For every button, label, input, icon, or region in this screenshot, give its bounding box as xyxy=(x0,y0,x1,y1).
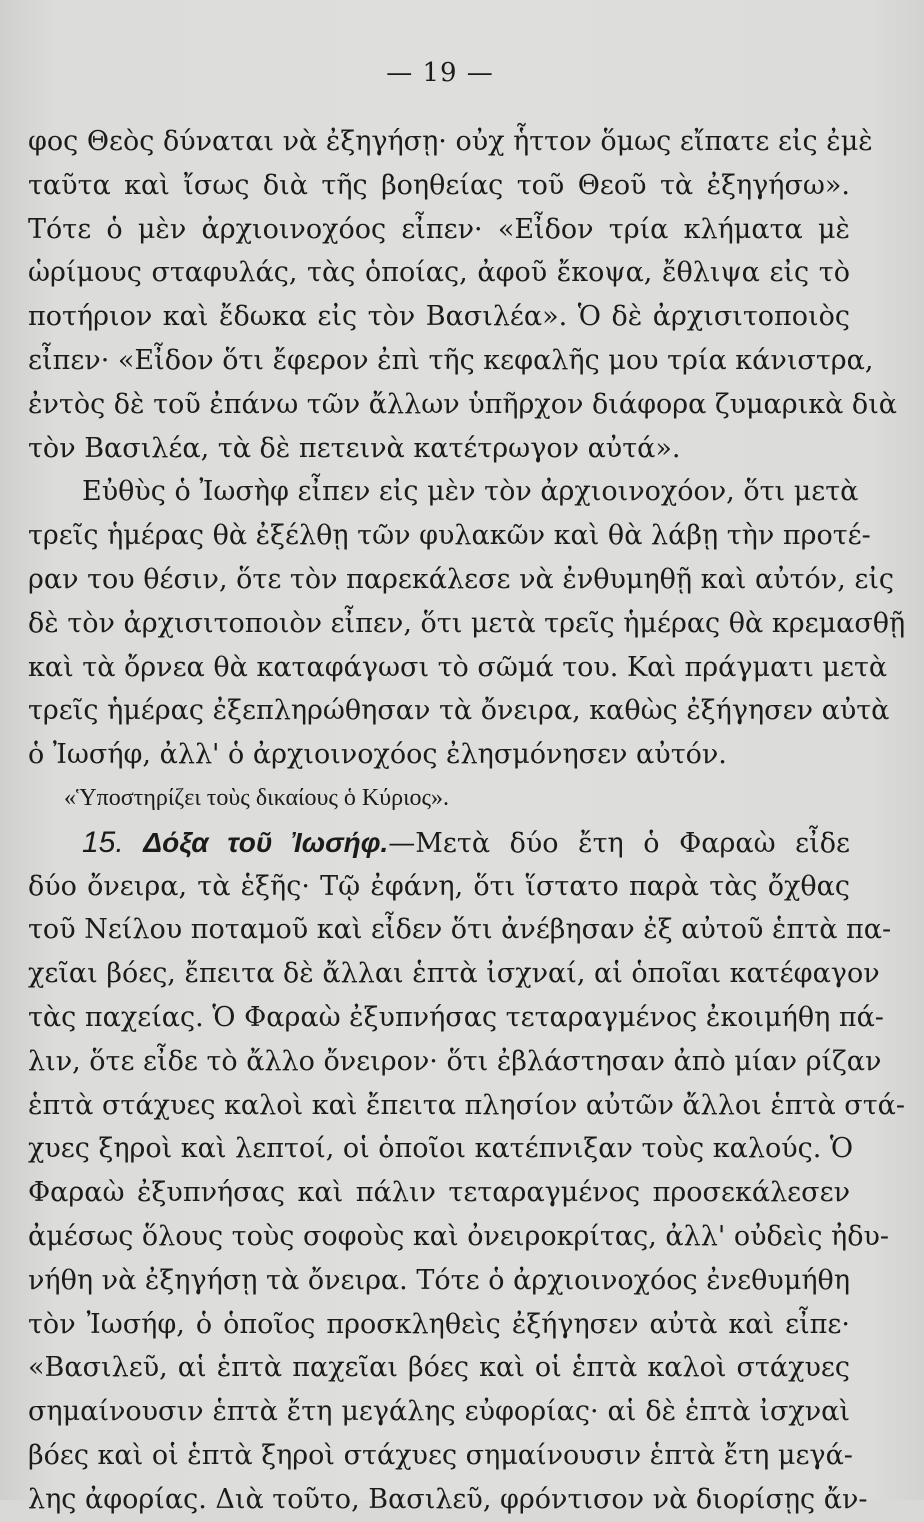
text-line: ἑπτὰ στάχυες καλοὶ καὶ ἔπειτα πλησίον αὐτῶν ἄλλοι ἑπτὰ στά- xyxy=(28,1089,906,1121)
text-line: χυες ξηροὶ καὶ λεπτοί, οἱ ὁποῖοι κατέπνιξαν τοὺς καλούς. Ὁ xyxy=(28,1133,854,1165)
text-line: «Βασιλεῦ, αἱ ἑπτὰ παχεῖαι βόες καὶ οἱ ἑπτὰ καλοὶ στάχυες xyxy=(28,1352,850,1384)
text-line: ὡρίμους σταφυλάς, τὰς ὁποίας, ἀφοῦ ἔκοψα, ἔθλιψα εἰς τὸ xyxy=(28,257,850,289)
text-line: χεῖαι βόες, ἔπειτα δὲ ἄλλαι ἑπτὰ ἰσχναί, αἱ ὁποῖαι κατέφαγον xyxy=(28,958,880,990)
text-line: ταῦτα καὶ ἴσως διὰ τῆς βοηθείας τοῦ Θεοῦ τὰ ἐξηγήσω». xyxy=(28,169,850,201)
text-line: λιν, ὅτε εἶδε τὸ ἄλλο ὄνειρον· ὅτι ἐβλάστησαν ἀπὸ μίαν ρίζαν xyxy=(28,1045,882,1077)
text-line: Εὐθὺς ὁ Ἰωσὴφ εἶπεν εἰς μὲν τὸν ἀρχιοινοχόον, ὅτι μετὰ xyxy=(82,476,859,508)
text-line: δύο ὄνειρα, τὰ ἑξῆς· Τῷ ἐφάνη, ὅτι ἵστατο παρὰ τὰς ὄχθας xyxy=(28,870,850,902)
text-line: τοῦ Νείλου ποταμοῦ καὶ εἶδεν ὅτι ἀνέβησαν ἐξ αὐτοῦ ἑπτὰ πα- xyxy=(28,914,892,946)
text-line: νήθη νὰ ἐξηγήσῃ τὰ ὄνειρα. Τότε ὁ ἀρχιοινοχόος ἐνεθυμήθη xyxy=(28,1264,850,1296)
text-line: τὰς παχείας. Ὁ Φαραὼ ἐξυπνήσας τεταραγμένος ἐκοιμήθη πά- xyxy=(28,1001,884,1033)
page-number-header: — 19 — xyxy=(386,58,494,88)
text-line: τρεῖς ἡμέρας ἐξεπληρώθησαν τὰ ὄνειρα, καθὼς ἐξήγησεν αὐτὰ xyxy=(28,695,890,727)
text-line: σημαίνουσιν ἑπτὰ ἔτη μεγάλης εὐφορίας· αἱ δὲ ἑπτὰ ἰσχναὶ xyxy=(28,1396,850,1428)
section-number: 15. xyxy=(82,825,124,859)
text-line: Φαραὼ ἐξυπνήσας καὶ πάλιν τεταραγμένος προσεκάλεσεν xyxy=(28,1177,850,1209)
text-line: ποτήριον καὶ ἔδωκα εἰς τὸν Βασιλέα». Ὁ δὲ ἀρχισιτοποιὸς xyxy=(28,301,850,333)
proverb-line: «Ὑποστηρίζει τοὺς δικαίους ὁ Κύριος». xyxy=(64,784,450,811)
text-line: ἀμέσως ὅλους τοὺς σοφοὺς καὶ ὀνειροκρίτας, ἀλλ' οὐδεὶς ἠδυ- xyxy=(28,1220,890,1252)
section-heading-line xyxy=(28,821,850,865)
text-line: δὲ τὸν ἀρχισιτοποιὸν εἶπεν, ὅτι μετὰ τρεῖς ἡμέρας θὰ κρεμασθῇ xyxy=(28,607,906,639)
text-line: ἐντὸς δὲ τοῦ ἐπάνω τῶν ἄλλων ὑπῆρχον διάφορα ζυμαρικὰ διὰ xyxy=(28,388,898,420)
text-line: τρεῖς ἡμέρας θὰ ἐξέλθῃ τῶν φυλακῶν καὶ θὰ λάβῃ τὴν προτέ- xyxy=(28,520,871,552)
section-opening-text: —Μετὰ δύο ἔτη ὁ Φαραὼ εἶδε xyxy=(388,827,850,859)
text-line: βόες καὶ οἱ ἑπτὰ ξηροὶ στάχυες σημαίνουσιν ἑπτὰ ἔτη μεγά- xyxy=(28,1439,853,1471)
text-line: καὶ τὰ ὄρνεα θὰ καταφάγωσι τὸ σῶμά του. Καὶ πράγματι μετὰ xyxy=(28,651,888,683)
text-line: τὸν Ἰωσήφ, ὁ ὁποῖος προσκληθεὶς ἐξήγησεν αὐτὰ καὶ εἶπε· xyxy=(28,1308,850,1340)
text-line: ὁ Ἰωσήφ, ἀλλ' ὁ ἀρχιοινοχόος ἐλησμόνησεν αὐτόν. xyxy=(28,739,727,771)
text-line: φος Θεὸς δύναται νὰ ἐξηγήσῃ· οὐχ ἧττον ὅμως εἴπατε εἰς ἐμὲ xyxy=(28,126,873,157)
text-line: τὸν Βασιλέα, τὰ δὲ πετεινὰ κατέτρωγον αὐτά». xyxy=(28,432,681,464)
text-line: εἶπεν· «Εἶδον ὅτι ἔφερον ἐπὶ τῆς κεφαλῆς μου τρία κάνιστρα, xyxy=(28,344,874,376)
text-line: λης ἀφορίας. Διὰ τοῦτο, Βασιλεῦ, φρόντισον νὰ διορίσῃς ἄν- xyxy=(28,1483,868,1515)
text-line: Τότε ὁ μὲν ἀρχιοινοχόος εἶπεν· «Εἶδον τρία κλήματα μὲ xyxy=(28,213,850,245)
section-title: Δόξα τοῦ Ἰωσήφ. xyxy=(143,826,389,858)
text-line: ραν του θέσιν, ὅτε τὸν παρεκάλεσε νὰ ἐνθυμηθῇ καὶ αὐτόν, εἰς xyxy=(28,563,895,595)
body-text xyxy=(28,120,906,1522)
